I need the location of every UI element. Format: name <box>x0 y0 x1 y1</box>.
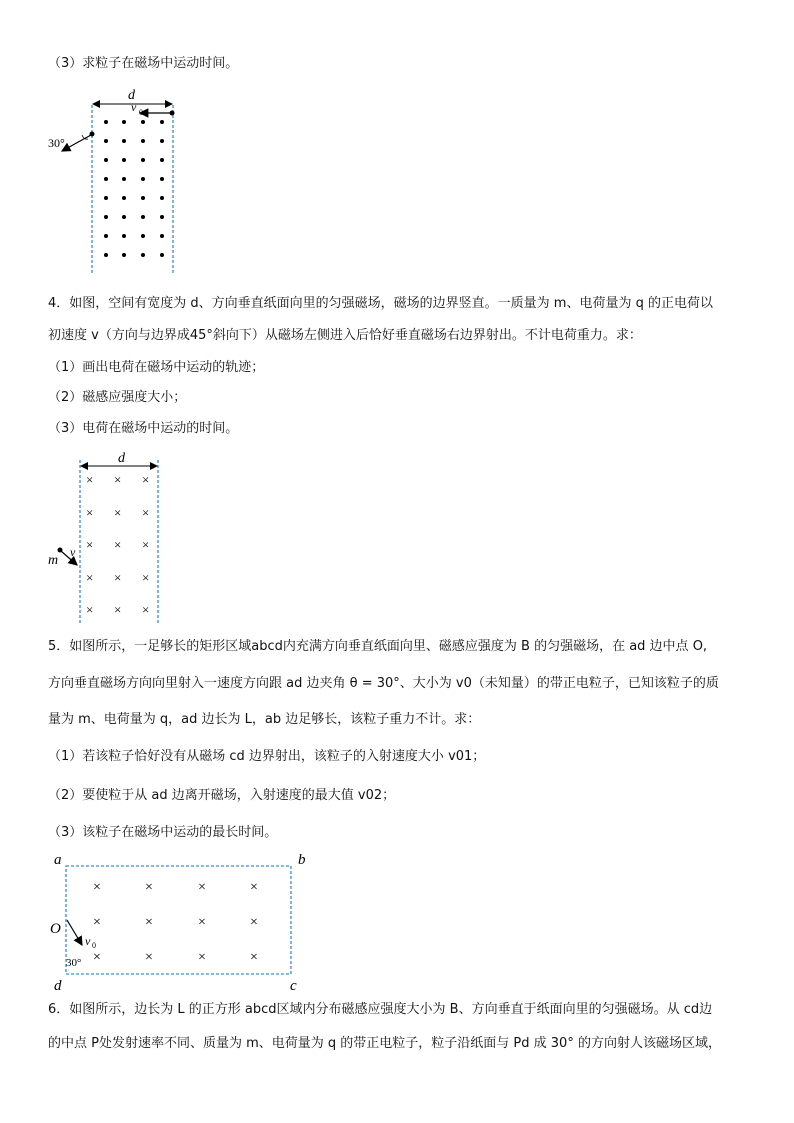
q5-corner-c: c <box>290 978 297 994</box>
q4-cross-field <box>86 472 149 617</box>
svg-text:×: × <box>145 950 153 965</box>
q5-angle-label: 30° <box>66 957 82 969</box>
q5-v-sub: 0 <box>92 941 96 950</box>
q5-part3: （3）该粒子在磁场中运动的最长时间。 <box>48 825 278 840</box>
q5-velocity-arrow <box>67 920 82 945</box>
q3-figure <box>44 85 194 280</box>
svg-text:×: × <box>93 950 101 965</box>
q4-part1: （1）画出电荷在磁场中运动的轨迹； <box>48 360 265 375</box>
q5-corner-d: d <box>54 978 62 994</box>
q4-line1: 4．如图，空间有宽度为 d、方向垂直纸面向里的匀强磁场，磁场的边界竖直。一质量为 m、电荷量为 q 的正电荷以 <box>48 296 713 311</box>
q3-d-label: d <box>128 88 135 103</box>
svg-text:×: × <box>250 880 258 895</box>
q5-corner-a: a <box>54 852 62 868</box>
q3-v-sub: 0 <box>139 108 143 117</box>
svg-text:×: × <box>198 915 206 930</box>
q3-exit-arrow <box>62 135 91 151</box>
q5-part1: （1）若该粒子恰好没有从磁场 cd 边界射出，该粒子的入射速度大小 v01； <box>48 749 486 764</box>
svg-text:×: × <box>250 915 258 930</box>
q5-v-label: v <box>85 934 91 948</box>
q4-v-label: v <box>70 545 76 559</box>
q4-part3: （3）电荷在磁场中运动的时间。 <box>48 421 239 436</box>
svg-text:×: × <box>86 570 94 585</box>
q5-line1: 5．如图所示，一足够长的矩形区域abcd内充满方向垂直纸面向里、磁感应强度为 B 的匀强磁场，在 ad 边中点 O, <box>48 639 708 654</box>
q3-part3: （3）求粒子在磁场中运动时间。 <box>48 56 239 71</box>
svg-text:×: × <box>86 602 94 617</box>
q3-dot-field <box>104 120 164 257</box>
svg-text:×: × <box>93 915 101 930</box>
svg-text:×: × <box>198 950 206 965</box>
q4-line2: 初速度 v（方向与边界成45°斜向下）从磁场左侧进入后恰好垂直磁场右边界射出。不计电荷重力。求： <box>48 328 642 343</box>
q5-corner-b: b <box>298 852 306 868</box>
q5-point-O: O <box>50 921 61 937</box>
svg-text:×: × <box>142 602 150 617</box>
q3-particle-right <box>170 111 175 116</box>
svg-text:×: × <box>86 505 94 520</box>
q4-figure <box>44 448 174 628</box>
svg-text:×: × <box>114 537 122 552</box>
svg-text:×: × <box>93 880 101 895</box>
svg-text:×: × <box>142 505 150 520</box>
svg-text:×: × <box>114 472 122 487</box>
q3-angle-label: 30° <box>48 136 65 150</box>
q3-v-label: v <box>131 100 137 114</box>
q6-line2: 的中点 P处发射速率不同、质量为 m、电荷量为 q 的带正电粒子，粒子沿纸面与 Pd 成 30° 的方向射人该磁场区域， <box>48 1036 721 1051</box>
q4-d-label: d <box>118 451 125 466</box>
svg-text:×: × <box>86 537 94 552</box>
q5-figure <box>44 848 324 996</box>
svg-text:×: × <box>142 472 150 487</box>
q5-cross-field <box>93 880 258 965</box>
svg-text:×: × <box>145 880 153 895</box>
q6-line1: 6．如图所示，边长为 L 的正方形 abcd区域内分布磁感应强度大小为 B、方向垂直于纸面向里的匀强磁场。从 cd边 <box>48 1002 713 1017</box>
svg-text:×: × <box>145 915 153 930</box>
q5-line2: 方向垂直磁场方向向里射入一速度方向跟 ad 边夹角 θ = 30°、大小为 v0（未知量）的带正电粒子，已知该粒子的质 <box>48 676 719 691</box>
svg-text:×: × <box>250 950 258 965</box>
svg-text:×: × <box>142 537 150 552</box>
q5-part2: （2）要使粒于从 ad 边离开磁场，入射速度的最大值 v02； <box>48 788 396 803</box>
svg-text:×: × <box>86 472 94 487</box>
svg-text:×: × <box>142 570 150 585</box>
q4-part2: （2）磁感应强度大小； <box>48 390 187 405</box>
svg-text:×: × <box>114 570 122 585</box>
svg-text:×: × <box>198 880 206 895</box>
q4-m-label: m <box>48 553 59 568</box>
svg-text:×: × <box>114 602 122 617</box>
svg-text:×: × <box>114 505 122 520</box>
q5-line3: 量为 m、电荷量为 q，ad 边长为 L，ab 边足够长，该粒子重力不计。求： <box>48 712 481 727</box>
